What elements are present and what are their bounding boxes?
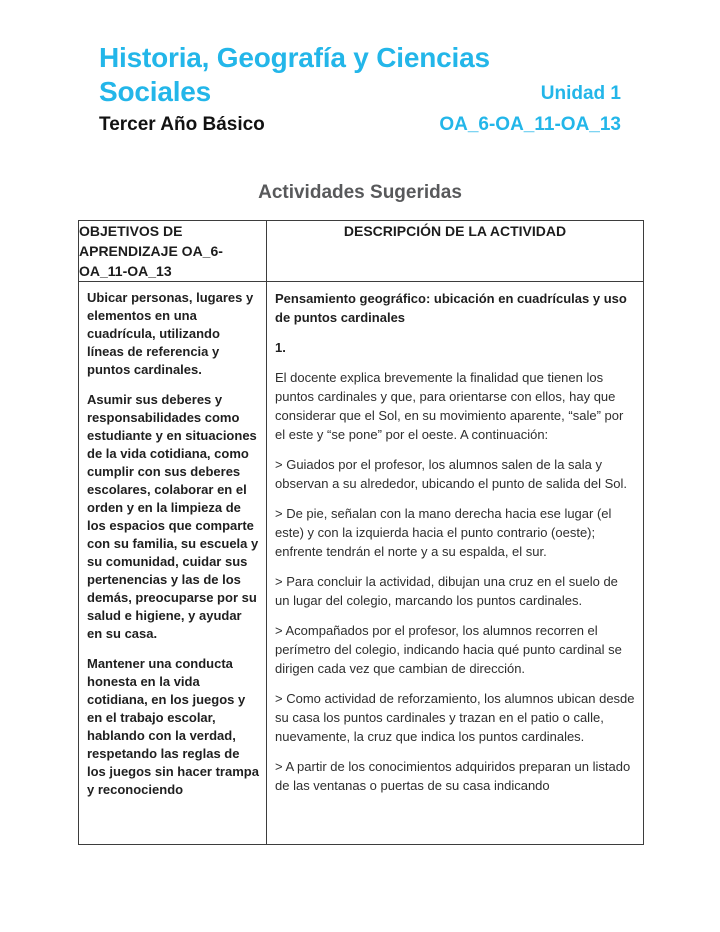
activity-step: > Para concluir la actividad, dibujan una cruz en el suelo de un lugar del colegio, marcando los puntos cardinales. bbox=[275, 574, 618, 608]
objectives-paragraph: Asumir sus deberes y responsabilidades como estudiante y en situaciones de la vida cotidiana, como cumplir con sus deberes escolares, colaborar en el orden y en la limpieza de los espacios que comparte con su familia, su escuela y su comunidad, cuidar sus pertenencias y las de los demás, preocuparse por su salud e higiene, y ayudar en su casa. bbox=[87, 392, 259, 641]
activity-step: > Guiados por el profesor, los alumnos salen de la sala y observan a su alrededor, ubicando el punto de salida del Sol. bbox=[275, 457, 627, 491]
grade-title: Tercer Año Básico bbox=[99, 114, 265, 135]
objectives-cell bbox=[79, 282, 267, 845]
activity-step: > A partir de los conocimientos adquiridos preparan un listado de las ventanas o puertas de su casa indicando bbox=[275, 759, 631, 793]
description-content bbox=[267, 282, 643, 844]
subject-title: Historia, Geografía y Ciencias Sociales bbox=[99, 42, 490, 107]
objectives-paragraph: Mantener una conducta honesta en la vida cotidiana, en los juegos y en el trabajo escolar, hablando con la verdad, respetando las reglas de los juegos sin hacer trampa y reconociendo bbox=[87, 656, 259, 797]
activity-intro: El docente explica brevemente la finalidad que tienen los puntos cardinales y que, para orientarse con ellos, hay que considerar que el Sol, en su movimiento aparente, “sale” por el este y “se pone” por el oeste. A continuación: bbox=[275, 370, 624, 442]
objectives-content bbox=[79, 282, 266, 844]
description-header-cell: DESCRIPCIÓN DE LA ACTIVIDAD bbox=[267, 221, 644, 282]
activity-number: 1. bbox=[275, 340, 286, 355]
activity-step: > Acompañados por el profesor, los alumnos recorren el perímetro del colegio, indicando hacia qué punto cardinal se dirigen cada vez que cambian de dirección. bbox=[275, 623, 622, 676]
objectives-paragraph: Ubicar personas, lugares y elementos en una cuadrícula, utilizando líneas de referencia y puntos cardinales. bbox=[87, 290, 254, 377]
description-cell bbox=[267, 282, 644, 845]
header-subrow bbox=[99, 113, 621, 136]
oa-codes: OA_6-OA_11-OA_13 bbox=[439, 114, 621, 135]
activity-step: > Como actividad de reforzamiento, los alumnos ubican desde su casa los puntos cardinales y trazan en el patio o calle, nuevamente, la cruz que indica los puntos cardinales. bbox=[275, 691, 635, 744]
activity-step: > De pie, señalan con la mano derecha hacia ese lugar (el este) y con la izquierda hacia el punto contrario (oeste); enfrente tendrán el norte y a su espalda, el sur. bbox=[275, 506, 612, 559]
document-header bbox=[99, 41, 621, 136]
activities-table bbox=[78, 220, 644, 845]
activity-title: Pensamiento geográfico: ubicación en cuadrículas y uso de puntos cardinales bbox=[275, 291, 627, 325]
unit-label: Unidad 1 bbox=[540, 83, 621, 104]
table-header-row bbox=[79, 221, 644, 282]
section-heading: Actividades Sugeridas bbox=[258, 182, 462, 203]
objectives-header-cell: OBJETIVOS DE APRENDIZAJE OA_6-OA_11-OA_13 bbox=[79, 221, 267, 282]
table-body-row bbox=[79, 282, 644, 845]
